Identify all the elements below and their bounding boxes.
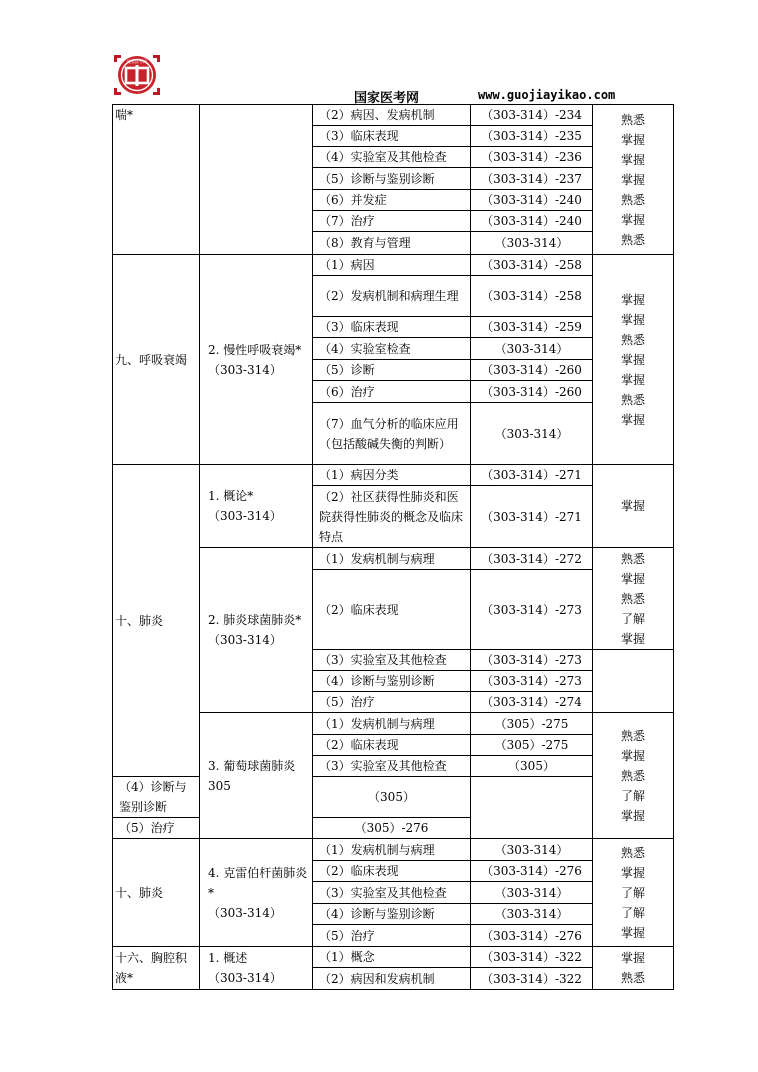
level-label: 熟悉 (620, 551, 645, 566)
level-label: 掌握 (620, 212, 645, 227)
level-label: 熟悉 (620, 232, 645, 247)
item-cell: （4）实验室检查 (313, 338, 471, 360)
reference-cell: （303-314）-276 (471, 861, 593, 882)
topic-cell: 十六、胸腔积液* (113, 947, 200, 990)
level-label: 了解 (620, 905, 645, 920)
level-label: 掌握 (620, 808, 645, 823)
item-cell: （4）诊断与鉴别诊断 (313, 904, 471, 925)
section-cell: 3. 葡萄球菌肺炎 305 (200, 713, 313, 839)
section-cell: 1. 概述 （303-314） (200, 947, 313, 990)
reference-cell: （303-314）-271 (471, 486, 593, 548)
reference-cell: （303-314）-240 (471, 190, 593, 211)
item-cell: （8）教育与管理 (313, 232, 471, 255)
level-label: 熟悉 (620, 332, 645, 347)
level-cell (593, 548, 674, 650)
item-cell: （5）诊断与鉴别诊断 (313, 168, 471, 190)
level-label: 熟悉 (620, 392, 645, 407)
reference-cell: （303-314）-234 (471, 105, 593, 126)
level-label: 掌握 (620, 865, 645, 880)
section-cell: 1. 概论* （303-314） (200, 465, 313, 548)
table-row (113, 818, 674, 839)
item-cell: （3）实验室及其他检查 (313, 650, 471, 671)
table-row (113, 839, 674, 861)
level-cell (593, 255, 674, 465)
reference-cell: （303-314） (471, 904, 593, 925)
table-row (113, 777, 674, 818)
item-cell: （7）治疗 (313, 211, 471, 232)
level-label: 掌握 (620, 951, 645, 965)
level-label: 掌握 (620, 152, 645, 167)
topic-cell: 十、肺炎 (113, 465, 200, 777)
reference-cell: （303-314）-258 (471, 255, 593, 276)
reference-cell: （303-314）-271 (471, 465, 593, 486)
level-label: 了解 (620, 885, 645, 900)
level-label: 掌握 (620, 748, 645, 763)
item-cell: （2）病因和发病机制 (313, 968, 471, 990)
logo-icon (111, 52, 163, 98)
reference-cell: （303-314） (471, 232, 593, 255)
item-cell: （5）诊断 (313, 360, 471, 381)
item-cell: （6）并发症 (313, 190, 471, 211)
reference-cell: （303-314）-260 (471, 381, 593, 403)
reference-cell: （305） (313, 777, 471, 818)
item-cell: （1）发病机制与病理 (313, 548, 471, 570)
reference-cell: （303-314）-273 (471, 650, 593, 671)
reference-cell: （303-314）-240 (471, 211, 593, 232)
item-cell: （2）社区获得性肺炎和医院获得性肺炎的概念及临床特点 (313, 486, 471, 548)
level-label: 掌握 (620, 132, 645, 147)
item-cell: （3）实验室及其他检查 (313, 882, 471, 904)
reference-cell: （303-314）-259 (471, 317, 593, 338)
item-cell: （1）病因分类 (313, 465, 471, 486)
reference-cell: （305）-275 (471, 735, 593, 756)
topic-cell: 十、肺炎 (113, 839, 200, 947)
item-cell: （4）实验室及其他检查 (313, 147, 471, 168)
level-label: 掌握 (620, 372, 645, 387)
level-cell (593, 650, 674, 713)
site-url[interactable]: www.guojiayikao.com (478, 88, 616, 102)
reference-cell: （303-314）-322 (471, 968, 593, 990)
reference-cell: （303-314）-274 (471, 692, 593, 713)
level-label: 掌握 (620, 571, 645, 586)
reference-cell: （303-314） (471, 839, 593, 861)
level-label: 熟悉 (620, 728, 645, 743)
svg-text:国家医考网: 国家医考网 (127, 59, 147, 64)
reference-cell: （303-314）-258 (471, 276, 593, 317)
item-cell: （2）临床表现 (313, 570, 471, 650)
item-cell: （5）治疗 (313, 925, 471, 947)
section-cell: 4. 克雷伯杆菌肺炎* （303-314） (200, 839, 313, 947)
reference-cell: （303-314）-235 (471, 126, 593, 147)
item-cell: （6）治疗 (313, 381, 471, 403)
level-cell (593, 947, 674, 990)
level-cell (593, 839, 674, 947)
item-cell: （1）发病机制与病理 (313, 839, 471, 861)
level-cell (593, 713, 674, 839)
item-cell: （4）诊断与鉴别诊断 (313, 671, 471, 692)
level-label: 熟悉 (620, 768, 645, 783)
item-cell: （3）实验室及其他检查 (313, 756, 471, 777)
item-cell: （3）临床表现 (313, 317, 471, 338)
level-label: 熟悉 (620, 112, 645, 127)
reference-cell: （303-314） (471, 338, 593, 360)
reference-cell: （303-314）-272 (471, 548, 593, 570)
level-cell (593, 105, 674, 255)
level-label: 掌握 (620, 352, 645, 367)
level-label: 了解 (620, 788, 645, 803)
reference-cell: （303-314）-322 (471, 947, 593, 968)
reference-cell: （305）-276 (313, 818, 471, 839)
level-label: 掌握 (620, 631, 645, 646)
item-cell: （5）治疗 (313, 692, 471, 713)
reference-cell: （303-314）-276 (471, 925, 593, 947)
topic-cell: 喘* (113, 105, 200, 255)
reference-cell: （303-314） (471, 882, 593, 904)
item-cell: （1）概念 (313, 947, 471, 968)
item-cell: （2）发病机制和病理生理 (313, 276, 471, 317)
item-cell: （1）发病机制与病理 (313, 713, 471, 735)
table-row (113, 105, 674, 126)
level-label: 掌握 (620, 292, 645, 307)
reference-cell: （303-314）-260 (471, 360, 593, 381)
level-label: 掌握 (620, 412, 645, 427)
section-cell: 2. 肺炎球菌肺炎* （303-314） (200, 548, 313, 713)
section-cell: 2. 慢性呼吸衰竭* （303-314） (200, 255, 313, 465)
table-row (113, 947, 674, 968)
reference-cell: （303-314）-273 (471, 570, 593, 650)
level-label: 熟悉 (620, 845, 645, 860)
item-cell: （1）病因 (313, 255, 471, 276)
item-cell: （2）病因、发病机制 (313, 105, 471, 126)
level-label: 熟悉 (620, 971, 645, 985)
section-cell (200, 105, 313, 255)
reference-cell: （305）-275 (471, 713, 593, 735)
level-label: 熟悉 (620, 192, 645, 207)
reference-cell: （303-314）-273 (471, 671, 593, 692)
reference-cell: （303-314）-237 (471, 168, 593, 190)
item-cell: （7）血气分析的临床应用（包括酸碱失衡的判断） (313, 403, 471, 465)
table-row (113, 255, 674, 276)
syllabus-table (112, 104, 674, 990)
table-row (113, 465, 674, 486)
level-label: 掌握 (620, 312, 645, 327)
item-cell: （3）临床表现 (313, 126, 471, 147)
reference-cell: （303-314）-236 (471, 147, 593, 168)
level-cell (593, 465, 674, 548)
level-label: 了解 (620, 611, 645, 626)
reference-cell: （303-314） (471, 403, 593, 465)
item-cell: （4）诊断与鉴别诊断 (113, 777, 200, 818)
level-label: 掌握 (620, 925, 645, 940)
reference-cell: （305） (471, 756, 593, 777)
level-label: 熟悉 (620, 591, 645, 606)
item-cell: （5）治疗 (113, 818, 200, 839)
level-label: 掌握 (620, 172, 645, 187)
site-name: 国家医考网 (354, 91, 420, 106)
topic-cell: 九、呼吸衰竭 (113, 255, 200, 465)
item-cell: （2）临床表现 (313, 735, 471, 756)
level-label: 掌握 (620, 499, 645, 513)
item-cell: （2）临床表现 (313, 861, 471, 882)
